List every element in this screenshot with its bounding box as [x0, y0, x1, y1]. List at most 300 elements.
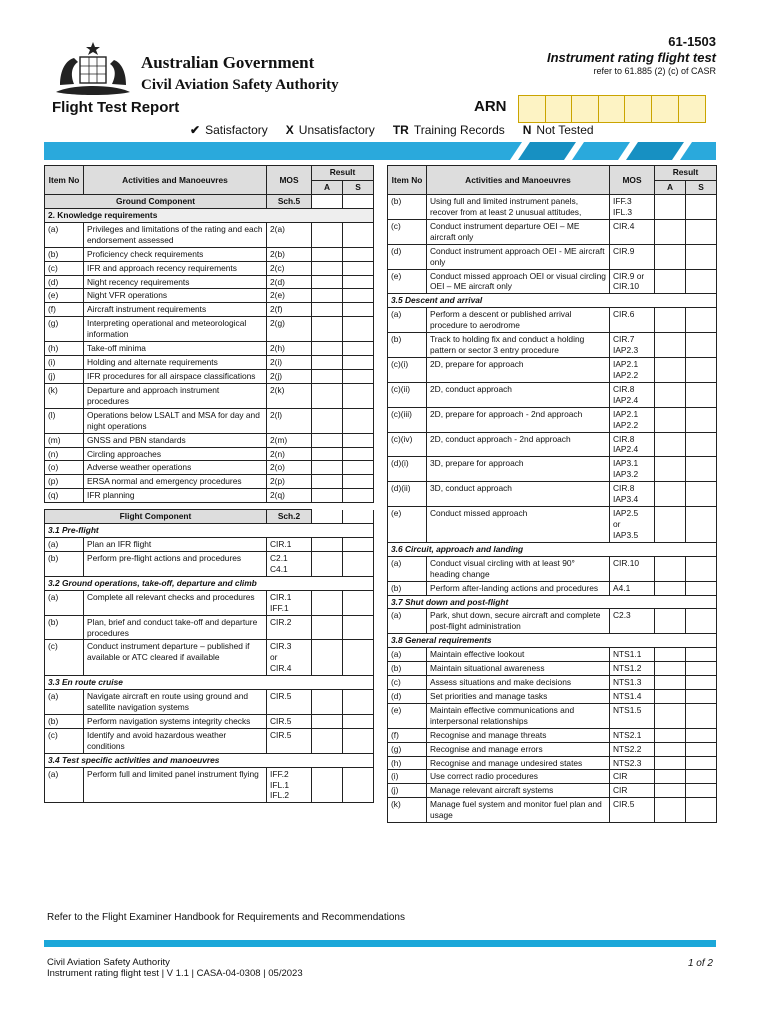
- section-title: 3.4 Test specific activities and manoeuvres: [45, 753, 374, 767]
- component-header: [45, 510, 374, 524]
- result-s-cell[interactable]: [686, 648, 717, 662]
- mos-reference: IAP2.1 IAP2.2: [610, 407, 655, 432]
- activity-description: Set priorities and manage tasks: [427, 689, 610, 703]
- result-a-cell[interactable]: [312, 590, 343, 615]
- result-s-cell[interactable]: [686, 756, 717, 770]
- item-number: (d)(ii): [388, 482, 427, 507]
- mos-reference: CIR.8 IAP3.4: [610, 482, 655, 507]
- mos-reference: 2(b): [267, 247, 312, 261]
- result-s-cell[interactable]: [343, 447, 374, 461]
- result-a-cell[interactable]: [655, 689, 686, 703]
- activity-description: GNSS and PBN standards: [84, 433, 267, 447]
- result-s-cell[interactable]: [686, 728, 717, 742]
- result-a-cell[interactable]: [655, 742, 686, 756]
- mos-reference: CIR.1: [267, 538, 312, 552]
- result-s-cell[interactable]: [343, 590, 374, 615]
- component-schedule: Sch.5: [267, 195, 312, 209]
- arn-digit-box[interactable]: [652, 96, 679, 122]
- result-a-cell[interactable]: [312, 767, 343, 803]
- item-number: (d): [388, 689, 427, 703]
- mos-reference: 2(n): [267, 447, 312, 461]
- section-title: 2. Knowledge requirements: [45, 208, 374, 222]
- activity-description: Recognise and manage threats: [427, 728, 610, 742]
- result-s-cell[interactable]: [686, 308, 717, 333]
- item-number: (o): [45, 461, 84, 475]
- table-row: [388, 742, 717, 756]
- result-s-cell[interactable]: [343, 690, 374, 715]
- result-s-cell[interactable]: [343, 767, 374, 803]
- mos-reference: 2(p): [267, 475, 312, 489]
- table-row: [45, 615, 374, 640]
- result-a-cell[interactable]: [312, 551, 343, 576]
- item-number: (j): [45, 369, 84, 383]
- mos-reference: CIR.5: [610, 798, 655, 823]
- mos-reference: CIR: [610, 770, 655, 784]
- table-row: [45, 640, 374, 676]
- table-row: [388, 676, 717, 690]
- mos-reference: C2.3: [610, 609, 655, 634]
- mos-reference: 2(q): [267, 489, 312, 503]
- mos-reference: IAP3.1 IAP3.2: [610, 457, 655, 482]
- item-number: (c): [388, 676, 427, 690]
- activity-description: Departure and approach instrument procedures: [84, 383, 267, 408]
- item-number: (a): [45, 690, 84, 715]
- report-title: Flight Test Report: [52, 99, 180, 116]
- result-a-cell[interactable]: [655, 482, 686, 507]
- legend-unsatisfactory: Unsatisfactory: [298, 123, 375, 137]
- result-a-cell[interactable]: [312, 538, 343, 552]
- table-row: [388, 728, 717, 742]
- result-a-cell[interactable]: [655, 219, 686, 244]
- coat-of-arms-logo: [52, 40, 134, 98]
- table-row: [388, 357, 717, 382]
- activity-description: Perform pre-flight actions and procedures: [84, 551, 267, 576]
- result-s-cell[interactable]: [686, 742, 717, 756]
- decorative-stripe: [44, 142, 716, 160]
- activity-description: Perform full and limited panel instrument flying: [84, 767, 267, 803]
- table-row: [388, 457, 717, 482]
- item-number: (a): [45, 538, 84, 552]
- table-row: [388, 482, 717, 507]
- item-number: (a): [388, 308, 427, 333]
- table-row: [45, 222, 374, 247]
- result-s-cell[interactable]: [686, 432, 717, 457]
- mos-reference: CIR.8 IAP2.4: [610, 382, 655, 407]
- arn-digit-box[interactable]: [599, 96, 626, 122]
- table-spacer: [45, 503, 374, 510]
- item-number: (e): [388, 507, 427, 543]
- table-row: [45, 289, 374, 303]
- mos-reference: 2(e): [267, 289, 312, 303]
- result-s-cell[interactable]: [343, 433, 374, 447]
- mos-reference: CIR.4: [610, 219, 655, 244]
- result-s-cell[interactable]: [343, 640, 374, 676]
- authority-title: Civil Aviation Safety Authority: [141, 77, 339, 93]
- arn-digit-box[interactable]: [519, 96, 546, 122]
- col-header-s: S: [686, 180, 717, 195]
- result-s-cell[interactable]: [343, 222, 374, 247]
- footer-divider: [44, 940, 716, 947]
- item-number: (c): [45, 640, 84, 676]
- mos-reference: 2(f): [267, 303, 312, 317]
- section-header: [388, 634, 717, 648]
- activity-description: Plan, brief and conduct take-off and departure procedures: [84, 615, 267, 640]
- footer-organisation: Civil Aviation Safety Authority: [47, 957, 170, 968]
- result-s-cell[interactable]: [686, 798, 717, 823]
- item-number: (m): [45, 433, 84, 447]
- item-number: (a): [45, 222, 84, 247]
- table-row: [388, 756, 717, 770]
- mos-reference: CIR.8 IAP2.4: [610, 432, 655, 457]
- mos-reference: 2(o): [267, 461, 312, 475]
- activity-description: Use correct radio procedures: [427, 770, 610, 784]
- item-number: (b): [388, 581, 427, 595]
- table-row: [388, 269, 717, 294]
- result-a-cell[interactable]: [655, 728, 686, 742]
- result-a-cell[interactable]: [655, 662, 686, 676]
- result-a-cell[interactable]: [312, 714, 343, 728]
- activity-description: Perform a descent or published arrival procedure to aerodrome: [427, 308, 610, 333]
- item-number: (c)(iv): [388, 432, 427, 457]
- result-a-cell[interactable]: [312, 275, 343, 289]
- activity-description: Adverse weather operations: [84, 461, 267, 475]
- result-a-cell[interactable]: [312, 222, 343, 247]
- item-number: (c)(i): [388, 357, 427, 382]
- activity-description: 2D, conduct approach: [427, 382, 610, 407]
- result-a-cell[interactable]: [312, 303, 343, 317]
- activity-description: Maintain situational awareness: [427, 662, 610, 676]
- result-a-cell[interactable]: [312, 342, 343, 356]
- result-a-cell[interactable]: [312, 247, 343, 261]
- result-a-cell[interactable]: [655, 648, 686, 662]
- result-s-cell[interactable]: [686, 482, 717, 507]
- result-a-cell[interactable]: [655, 798, 686, 823]
- result-s-cell[interactable]: [343, 408, 374, 433]
- activity-description: Operations below LSALT and MSA for day and night operations: [84, 408, 267, 433]
- mos-reference: CIR.1 IFF.1: [267, 590, 312, 615]
- table-row: [45, 247, 374, 261]
- result-a-cell[interactable]: [312, 369, 343, 383]
- activity-description: Park, shut down, secure aircraft and complete post-flight administration: [427, 609, 610, 634]
- table-row: [45, 369, 374, 383]
- arn-label: ARN: [474, 98, 507, 115]
- item-number: (n): [45, 447, 84, 461]
- item-number: (c)(iii): [388, 407, 427, 432]
- mos-reference: CIR.5: [267, 690, 312, 715]
- activity-description: 2D, prepare for approach: [427, 357, 610, 382]
- result-a-cell[interactable]: [655, 407, 686, 432]
- col-header-a: A: [312, 180, 343, 195]
- activity-description: Conduct missed approach OEI or visual circling OEI – ME aircraft only: [427, 269, 610, 294]
- table-row: [388, 798, 717, 823]
- result-s-cell[interactable]: [343, 728, 374, 753]
- item-number: (g): [45, 317, 84, 342]
- result-s-cell[interactable]: [686, 357, 717, 382]
- mos-reference: 2(c): [267, 261, 312, 275]
- result-s-cell[interactable]: [343, 275, 374, 289]
- legend-tr-symbol: TR: [392, 123, 409, 137]
- result-s-cell[interactable]: [343, 289, 374, 303]
- table-row: [388, 609, 717, 634]
- result-a-cell[interactable]: [312, 408, 343, 433]
- mos-reference: NTS1.5: [610, 703, 655, 728]
- result-a-cell[interactable]: [655, 195, 686, 220]
- arn-input-boxes[interactable]: [518, 95, 706, 123]
- table-row: [388, 507, 717, 543]
- legend-satisfactory: Satisfactory: [205, 123, 268, 137]
- table-row: [45, 275, 374, 289]
- activity-description: Night recency requirements: [84, 275, 267, 289]
- legend-unsat-symbol: X: [285, 123, 294, 137]
- page-number: 1 of 2: [687, 958, 713, 969]
- activity-description: ERSA normal and emergency procedures: [84, 475, 267, 489]
- result-a-cell[interactable]: [655, 382, 686, 407]
- result-a-cell[interactable]: [312, 461, 343, 475]
- mos-reference: NTS2.2: [610, 742, 655, 756]
- component-schedule: Sch.2: [267, 510, 312, 524]
- activity-description: Perform after-landing actions and procedures: [427, 581, 610, 595]
- result-s-cell[interactable]: [343, 615, 374, 640]
- component-header: [45, 195, 374, 209]
- result-s-cell[interactable]: [343, 342, 374, 356]
- activity-description: Navigate aircraft en route using ground and satellite navigation systems: [84, 690, 267, 715]
- table-row: [45, 383, 374, 408]
- mos-reference: CIR.10: [610, 556, 655, 581]
- section-title: 3.1 Pre-flight: [45, 524, 374, 538]
- mos-reference: 2(a): [267, 222, 312, 247]
- result-s-cell[interactable]: [686, 382, 717, 407]
- result-s-cell[interactable]: [343, 369, 374, 383]
- result-a-cell[interactable]: [655, 784, 686, 798]
- result-s-cell[interactable]: [686, 556, 717, 581]
- result-a-cell[interactable]: [655, 432, 686, 457]
- result-a-cell[interactable]: [655, 703, 686, 728]
- item-number: (e): [45, 289, 84, 303]
- result-a-cell[interactable]: [312, 447, 343, 461]
- item-number: (c): [45, 728, 84, 753]
- arn-digit-box[interactable]: [625, 96, 652, 122]
- mos-reference: NTS2.1: [610, 728, 655, 742]
- result-s-cell[interactable]: [686, 195, 717, 220]
- item-number: (h): [388, 756, 427, 770]
- mos-reference: 2(g): [267, 317, 312, 342]
- table-row: [388, 219, 717, 244]
- activity-description: Track to holding fix and conduct a holding pattern or sector 3 entry procedure: [427, 333, 610, 358]
- result-s-cell[interactable]: [343, 714, 374, 728]
- table-row: [388, 648, 717, 662]
- table-row: [45, 590, 374, 615]
- arn-digit-box[interactable]: [572, 96, 599, 122]
- activity-description: Complete all relevant checks and procedures: [84, 590, 267, 615]
- activity-description: Conduct missed approach: [427, 507, 610, 543]
- result-a-cell: [312, 195, 343, 209]
- component-title: Flight Component: [45, 510, 267, 524]
- left-results-table: [44, 165, 374, 803]
- mos-reference: CIR.7 IAP2.3: [610, 333, 655, 358]
- activity-description: 3D, prepare for approach: [427, 457, 610, 482]
- item-number: (k): [45, 383, 84, 408]
- item-number: (b): [388, 662, 427, 676]
- result-s-cell[interactable]: [686, 507, 717, 543]
- legend-n-symbol: N: [522, 123, 532, 137]
- section-title: 3.5 Descent and arrival: [388, 294, 717, 308]
- table-row: [388, 244, 717, 269]
- item-number: (d): [45, 275, 84, 289]
- activity-description: Manage fuel system and monitor fuel plan and usage: [427, 798, 610, 823]
- result-s-cell[interactable]: [343, 303, 374, 317]
- activity-description: Maintain effective communications and interpersonal relationships: [427, 703, 610, 728]
- col-header-a: A: [655, 180, 686, 195]
- legend-not-tested: Not Tested: [536, 123, 594, 137]
- result-s-cell[interactable]: [343, 461, 374, 475]
- table-row: [388, 689, 717, 703]
- result-s-cell[interactable]: [686, 689, 717, 703]
- table-row: [388, 556, 717, 581]
- section-title: 3.6 Circuit, approach and landing: [388, 542, 717, 556]
- activity-description: Plan an IFR flight: [84, 538, 267, 552]
- result-s-cell[interactable]: [343, 356, 374, 370]
- right-results-table: [387, 165, 717, 823]
- result-a-cell[interactable]: [655, 357, 686, 382]
- result-s-cell[interactable]: [343, 475, 374, 489]
- result-s-cell[interactable]: [686, 407, 717, 432]
- activity-description: Conduct instrument approach OEI - ME aircraft only: [427, 244, 610, 269]
- table-row: [45, 303, 374, 317]
- result-s-cell[interactable]: [343, 383, 374, 408]
- item-number: (g): [388, 742, 427, 756]
- result-a-cell[interactable]: [312, 356, 343, 370]
- result-a-cell[interactable]: [312, 383, 343, 408]
- result-a-cell[interactable]: [655, 581, 686, 595]
- result-a-cell[interactable]: [312, 489, 343, 503]
- table-row: [45, 690, 374, 715]
- activity-description: IFR planning: [84, 489, 267, 503]
- result-a-cell[interactable]: [655, 609, 686, 634]
- result-a-cell: [312, 510, 343, 524]
- col-header-activities: Activities and Manoeuvres: [427, 166, 610, 195]
- mos-reference: IAP2.1 IAP2.2: [610, 357, 655, 382]
- result-a-cell[interactable]: [655, 333, 686, 358]
- result-s-cell[interactable]: [343, 317, 374, 342]
- item-number: (a): [388, 609, 427, 634]
- result-s-cell[interactable]: [686, 269, 717, 294]
- result-a-cell[interactable]: [655, 308, 686, 333]
- result-s-cell[interactable]: [686, 333, 717, 358]
- activity-description: Conduct instrument departure OEI – ME aircraft only: [427, 219, 610, 244]
- item-number: (l): [45, 408, 84, 433]
- result-a-cell[interactable]: [312, 615, 343, 640]
- table-row: [388, 770, 717, 784]
- activity-description: Maintain effective lookout: [427, 648, 610, 662]
- result-a-cell[interactable]: [655, 457, 686, 482]
- item-number: (d): [388, 244, 427, 269]
- item-number: (a): [388, 648, 427, 662]
- result-s-cell[interactable]: [686, 581, 717, 595]
- result-s-cell[interactable]: [343, 261, 374, 275]
- result-a-cell[interactable]: [655, 269, 686, 294]
- col-header-item: Item No: [388, 166, 427, 195]
- result-a-cell[interactable]: [655, 676, 686, 690]
- arn-digit-box[interactable]: [679, 96, 706, 122]
- result-a-cell[interactable]: [312, 433, 343, 447]
- result-s-cell[interactable]: [686, 770, 717, 784]
- result-a-cell[interactable]: [655, 756, 686, 770]
- item-number: (c): [45, 261, 84, 275]
- item-number: (b): [45, 247, 84, 261]
- section-header: [45, 753, 374, 767]
- mos-reference: 2(j): [267, 369, 312, 383]
- result-s-cell[interactable]: [343, 538, 374, 552]
- activity-description: 2D, prepare for approach - 2nd approach: [427, 407, 610, 432]
- result-a-cell[interactable]: [655, 244, 686, 269]
- result-a-cell[interactable]: [312, 690, 343, 715]
- result-a-cell[interactable]: [312, 640, 343, 676]
- table-row: [388, 195, 717, 220]
- section-header: [45, 676, 374, 690]
- result-s-cell[interactable]: [686, 609, 717, 634]
- table-row: [45, 728, 374, 753]
- mos-reference: CIR.9: [610, 244, 655, 269]
- table-row: [388, 308, 717, 333]
- form-title: Instrument rating flight test: [547, 50, 716, 65]
- result-a-cell[interactable]: [312, 289, 343, 303]
- result-s-cell[interactable]: [343, 551, 374, 576]
- mos-reference: 2(i): [267, 356, 312, 370]
- item-number: (e): [388, 703, 427, 728]
- table-row: [45, 356, 374, 370]
- mos-reference: NTS1.2: [610, 662, 655, 676]
- table-row: [388, 662, 717, 676]
- section-title: 3.8 General requirements: [388, 634, 717, 648]
- mos-reference: CIR: [610, 784, 655, 798]
- section-title: 3.7 Shut down and post-flight: [388, 595, 717, 609]
- result-s-cell[interactable]: [686, 676, 717, 690]
- result-a-cell[interactable]: [655, 770, 686, 784]
- mos-reference: IAP2.5 or IAP3.5: [610, 507, 655, 543]
- result-a-cell[interactable]: [312, 261, 343, 275]
- government-title: Australian Government: [141, 53, 315, 72]
- result-s-cell[interactable]: [686, 244, 717, 269]
- table-row: [388, 432, 717, 457]
- result-s-cell[interactable]: [343, 489, 374, 503]
- item-number: (a): [45, 767, 84, 803]
- activity-description: Conduct visual circling with at least 90° heading change: [427, 556, 610, 581]
- result-a-cell[interactable]: [655, 556, 686, 581]
- table-row: [388, 581, 717, 595]
- result-s-cell[interactable]: [686, 784, 717, 798]
- check-icon: ✔: [190, 123, 201, 137]
- result-a-cell[interactable]: [312, 475, 343, 489]
- activity-description: Aircraft instrument requirements: [84, 303, 267, 317]
- mos-reference: IFF.2 IFL.1 IFL.2: [267, 767, 312, 803]
- result-a-cell[interactable]: [312, 728, 343, 753]
- mos-reference: CIR.3 or CIR.4: [267, 640, 312, 676]
- component-title: Ground Component: [45, 195, 267, 209]
- table-row: [45, 767, 374, 803]
- arn-digit-box[interactable]: [546, 96, 573, 122]
- result-a-cell[interactable]: [312, 317, 343, 342]
- result-a-cell[interactable]: [655, 507, 686, 543]
- mos-reference: 2(l): [267, 408, 312, 433]
- result-s-cell[interactable]: [686, 219, 717, 244]
- table-row: [45, 714, 374, 728]
- result-s-cell[interactable]: [686, 457, 717, 482]
- result-s-cell[interactable]: [343, 247, 374, 261]
- item-number: (k): [388, 798, 427, 823]
- activity-description: IFR and approach recency requirements: [84, 261, 267, 275]
- result-s-cell[interactable]: [686, 703, 717, 728]
- result-s-cell[interactable]: [686, 662, 717, 676]
